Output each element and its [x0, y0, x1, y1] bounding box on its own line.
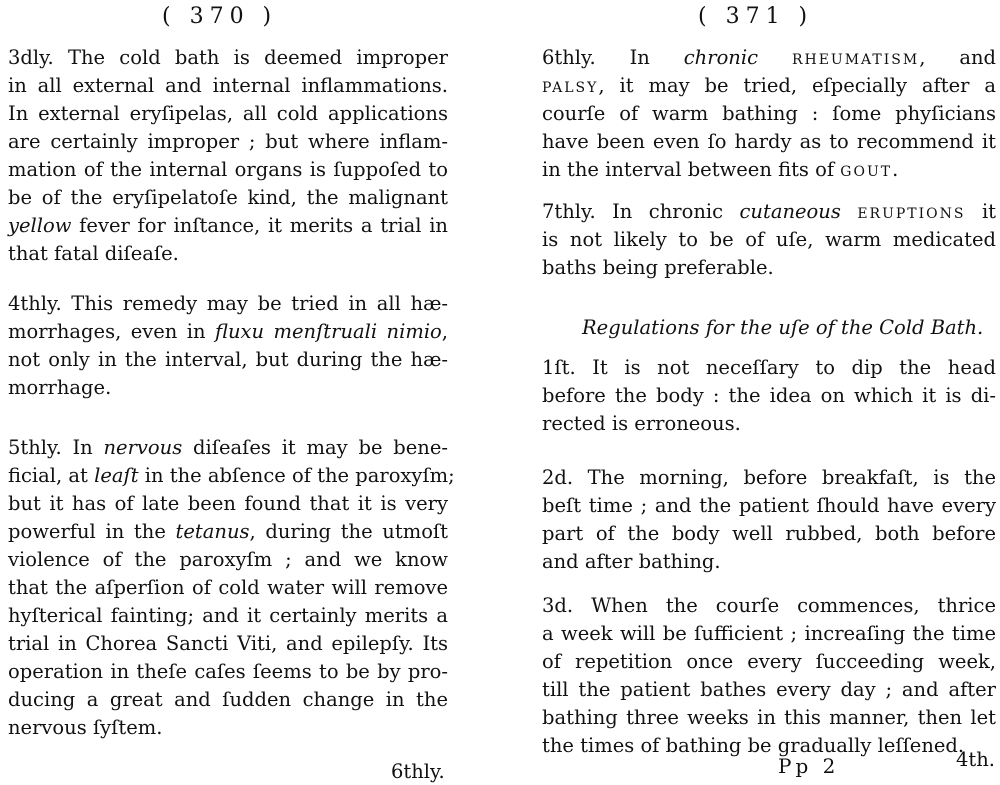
italic-word: yellow: [8, 214, 72, 237]
text-line: till the patient bathes every day ; and after: [542, 678, 996, 701]
text-line: have been even ſo hardy as to recommend it: [542, 130, 996, 153]
text-line: that the aſperſion of cold water will remove: [8, 576, 448, 599]
text-line: 2d. The morning, before breakfaſt, is the: [542, 466, 996, 489]
text-line: in all external and internal inflammations.: [8, 74, 448, 97]
text-line-pre: ficial, at: [8, 464, 95, 487]
text-line: is not likely to be of uſe, warm medicated: [542, 228, 996, 251]
text-line: not only in the interval, but during the hæ-: [8, 348, 448, 371]
text-line: morrhage.: [8, 376, 112, 399]
text-line: before the body : the idea on which it is di-: [542, 384, 996, 407]
text-line-post: in the abſence of the paroxyſm;: [138, 464, 455, 487]
text-line: baths being preferable.: [542, 256, 774, 279]
text-line: [8, 518, 448, 546]
text-line: beſt time ; and the patient ſhould have every: [542, 494, 996, 517]
text-line-pre: morrhages, even in: [8, 320, 215, 343]
text-line: In external eryſipelas, all cold applications: [8, 102, 448, 125]
text-line: that fatal diſeaſe.: [8, 242, 179, 265]
text-line: [542, 44, 996, 72]
section-heading: Regulations for the uſe of the Cold Bath.: [582, 316, 984, 339]
text-line: bathing three weeks in this manner, then let: [542, 706, 996, 729]
text-line-pre: in the interval between fits of: [542, 158, 841, 181]
paragraph-4thly: [8, 290, 448, 402]
text-line: be of the eryſipelatoſe kind, the malignant: [8, 186, 448, 209]
text-line: 3dly. The cold bath is deemed improper: [8, 46, 448, 69]
text-line: but it has of late been found that it is very: [8, 492, 448, 515]
text-line-post: it: [965, 200, 997, 223]
right-page: [528, 0, 1000, 785]
italic-word: leaſt: [94, 464, 139, 487]
signature-mark: Pp 2: [778, 754, 840, 778]
italic-word: chronic: [683, 46, 759, 69]
smallcaps-word: eruptions: [857, 200, 966, 223]
text-line: hyſterical fainting; and it certainly merits a: [8, 604, 448, 627]
text-line-post: , and: [919, 46, 996, 69]
italic-phrase: fluxu menſtruali nimio: [214, 320, 442, 343]
text-line-post: ,: [441, 320, 448, 343]
text-line: violence of the paroxyſm ; and we know: [8, 548, 448, 571]
text-line: [8, 318, 448, 346]
text-line: of repetition once every ſucceeding week,: [542, 650, 996, 673]
italic-word: cutaneous: [739, 200, 841, 223]
text-line: [8, 212, 448, 240]
text-line: 4thly. This remedy may be tried in all hæ-: [8, 292, 448, 315]
text-line-pre: 5thly. In: [8, 436, 104, 459]
text-line: 1ſt. It is not neceſſary to dip the head: [542, 356, 996, 379]
text-line: nervous ſyſtem.: [8, 716, 163, 739]
text-line: part of the body well rubbed, both before: [542, 522, 996, 545]
paragraph-7thly: [542, 198, 996, 282]
paragraph-6thly: [542, 44, 996, 184]
text-line: the times of bathing be gradually leſſened.: [542, 734, 965, 757]
text-line: ducing a great and ſudden change in the: [8, 688, 448, 711]
text-line: trial in Chorea Sancti Viti, and epilepſy. Its: [8, 632, 448, 655]
text-line-pre: 6thly. In: [542, 46, 684, 69]
text-line-pre: powerful in the: [8, 520, 176, 543]
text-line: 3d. When the courſe commences, thrice: [542, 594, 996, 617]
paragraph-5thly: [8, 434, 455, 742]
text-line-post: fever for inſtance, it merits a trial in: [71, 214, 448, 237]
italic-word: tetanus: [175, 520, 250, 543]
paragraph-2d: [542, 464, 996, 576]
paragraph-3d: [542, 592, 996, 760]
page-number-right: ( 371 ): [698, 4, 814, 29]
text-line-post: diſeaſes it may be bene-: [182, 436, 448, 459]
text-line-pre: 7thly. In chronic: [542, 200, 740, 223]
text-line: are certainly improper ; but where inflam-: [8, 130, 448, 153]
text-line: mation of the internal organs is ſuppoſed to: [8, 158, 448, 181]
italic-word: nervous: [103, 436, 183, 459]
catchword-right: 4th.: [956, 748, 995, 771]
text-line: [542, 198, 996, 226]
text-line-post: , during the utmoſt: [249, 520, 448, 543]
smallcaps-word: rheumatism: [791, 46, 920, 69]
text-line-post: .: [892, 158, 899, 181]
text-line-post: , it may be tried, eſpecially after a: [598, 74, 996, 97]
page-number-left: ( 370 ): [162, 4, 278, 29]
smallcaps-word: gout: [840, 158, 893, 181]
text-line: courſe of warm bathing : ſome phyſicians: [542, 102, 996, 125]
text-line: and after bathing.: [542, 550, 721, 573]
text-line: [542, 72, 996, 100]
left-page: [0, 0, 470, 785]
text-line: [542, 156, 996, 184]
paragraph-3dly: [8, 44, 448, 268]
catchword-left: 6thly.: [391, 760, 445, 783]
smallcaps-word: palsy: [542, 74, 599, 97]
text-line: [8, 462, 455, 490]
text-line: a week will be ſufficient ; increaſing the time: [542, 622, 996, 645]
text-line: operation in theſe caſes ſeems to be by pro-: [8, 660, 448, 683]
text-line: [8, 434, 448, 462]
text-line: rected is erroneous.: [542, 412, 741, 435]
paragraph-1st: [542, 354, 996, 438]
